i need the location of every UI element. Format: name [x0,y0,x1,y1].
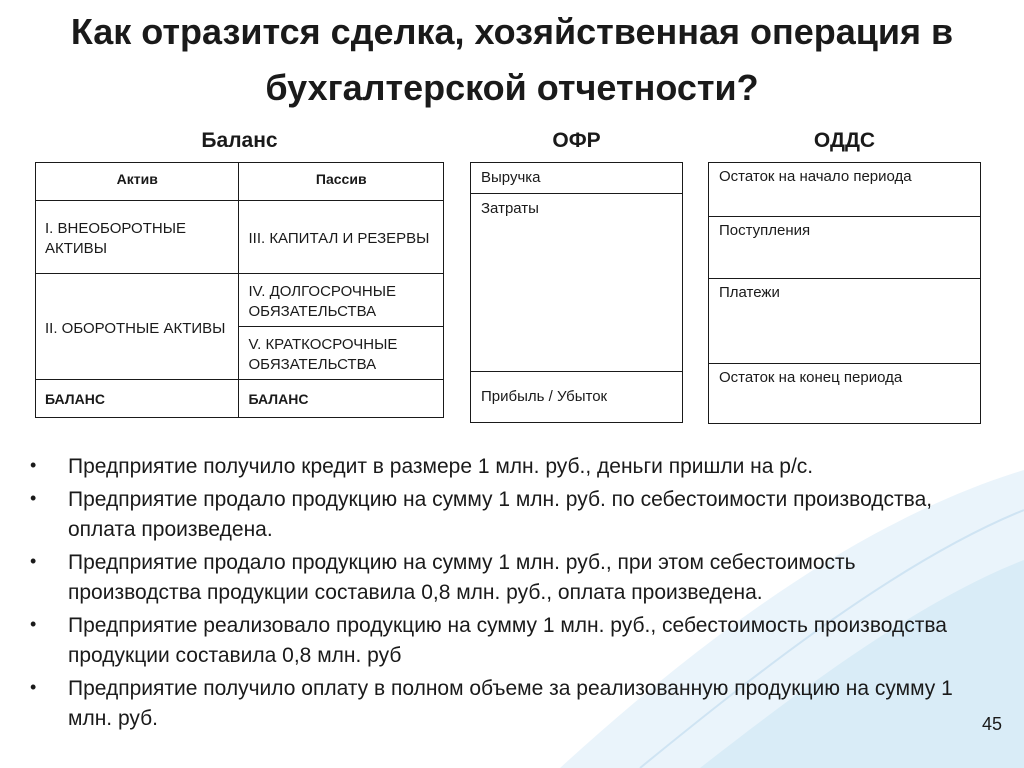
odds-receipts: Поступления [709,217,981,279]
list-item-text: Предприятие получило кредит в размере 1 млн. руб., деньги пришли на р/с. [68,455,814,478]
bullet-icon: • [30,551,37,571]
balance-total-left: БАЛАНС [36,380,239,418]
balance-short-term-liabilities: V. КРАТКОСРОЧНЫЕ ОБЯЗАТЕЛЬСТВА [239,327,444,380]
slide-title: Как отразится сделка, хозяйственная операция в бухгалтерской отчетности? [70,11,954,108]
bullet-icon: • [30,614,37,634]
balance-col-asset: Актив [36,163,239,201]
bullet-icon: • [30,677,37,697]
operations-list [30,452,990,737]
ofr-costs: Затраты [471,194,683,372]
balance-non-current-assets: I. ВНЕОБОРОТНЫЕ АКТИВЫ [36,201,239,274]
odds-opening-balance: Остаток на начало периода [709,163,981,217]
page-number: 45 [981,714,1002,734]
balance-current-assets: II. ОБОРОТНЫЕ АКТИВЫ [36,274,239,380]
list-item [30,452,990,482]
balance-capital-reserves: III. КАПИТАЛ И РЕЗЕРВЫ [239,201,444,274]
ofr-heading: ОФР [552,129,601,152]
list-item-text: Предприятие продало продукцию на сумму 1 млн. руб., при этом себестоимость производства продукции составила 0,8 млн. руб., оплата произведена. [68,551,856,604]
balance-heading: Баланс [201,129,278,152]
balance-total-right: БАЛАНС [239,380,444,418]
ofr-profit-loss: Прибыль / Убыток [471,372,683,423]
odds-table [708,162,981,424]
bullet-icon: • [30,488,37,508]
ofr-revenue: Выручка [471,163,683,194]
list-item-text: Предприятие реализовало продукцию на сумму 1 млн. руб., себестоимость производства продукции составила 0,8 млн. руб [68,614,947,667]
ofr-table [470,162,683,423]
list-item-text: Предприятие продало продукцию на сумму 1 млн. руб. по себестоимости производства, оплата произведена. [68,488,933,541]
balance-table [35,162,444,418]
list-item [30,485,990,545]
bullet-icon: • [30,455,37,475]
balance-col-liabilities: Пассив [239,163,444,201]
list-item [30,548,990,608]
list-item [30,611,990,671]
odds-payments: Платежи [709,279,981,364]
balance-long-term-liabilities: IV. ДОЛГОСРОЧНЫЕ ОБЯЗАТЕЛЬСТВА [239,274,444,327]
list-item [30,674,990,734]
odds-heading: ОДДС [813,129,876,152]
odds-closing-balance: Остаток на конец периода [709,364,981,424]
list-item-text: Предприятие получило оплату в полном объеме за реализованную продукцию на сумму 1 млн. руб. [68,677,953,730]
